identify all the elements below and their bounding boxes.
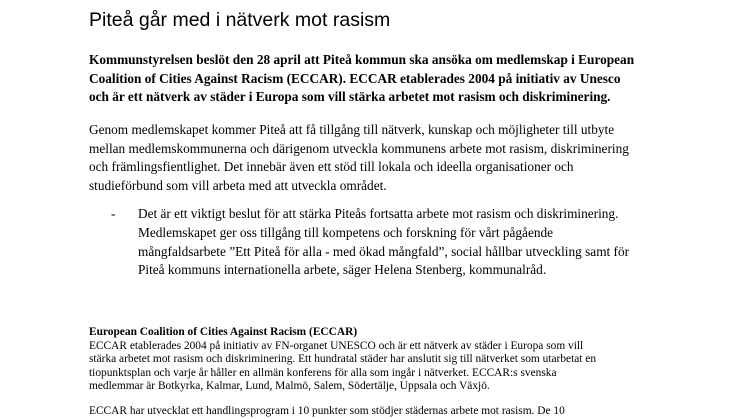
section-line: ECCAR har utvecklat ett handlingsprogram i 10 punkter som stödjer städernas arbete mot rasism. De 10 [89,405,565,417]
list-dash: - [111,206,116,221]
section-paragraph [89,405,669,418]
quote-line: Piteå kommuns internationella arbete, säger Helena Stenberg, kommunalråd. [138,262,547,278]
body-line: och främlingsfientlighet. Det innebär även ett stöd till lokala och ideella organisationer och [89,159,574,175]
quote-line: mångfaldsarbete ”Ett Piteå för alla - med ökad mångfald”, social hållbar utveckling samt för [138,243,630,259]
quote-list-item [111,205,671,280]
section-line: tiopunktsplan och varje år håller en allmän konferens för alla som ingår i nätverket. ECCAR:s svenska [89,366,557,379]
lead-line: och är ett nätverk av städer i Europa som vill stärka arbetet mot rasism och diskriminering. [89,89,611,104]
body-line: mellan medlemskommunerna och därigenom utveckla kommunens arbete mot rasism, diskriminering [89,140,629,156]
body-paragraph [89,121,649,195]
section-line: medlemmar är Botkyrka, Kalmar, Lund, Malmö, Salem, Södertälje, Uppsala och Växjö. [89,379,490,392]
section-paragraph [89,340,669,393]
lead-line: Kommunstyrelsen beslöt den 28 april att Piteå kommun ska ansöka om medlemskap i European [89,52,635,67]
document-title: Piteå går med i nätverk mot rasism [89,9,391,31]
quote-text [138,205,671,280]
lead-paragraph [89,51,669,107]
body-line: studieförbund som vill arbeta med att utveckla området. [89,177,387,193]
body-line: Genom medlemskapet kommer Piteå att få tillgång till nätverk, kunskap och möjligheter till utbyte [89,122,615,137]
quote-line: Medlemskapet ger oss tillgång till kompetens och forskning för vårt pågående [138,224,554,240]
section-heading: European Coalition of Cities Against Racism (ECCAR) [89,326,358,338]
section-line: stärka arbetet mot rasism och diskriminering. Ett hundratal städer har anslutit sig till nätverket som utarbetat en [89,353,597,366]
lead-line: Coalition of Cities Against Racism (ECCAR). ECCAR etablerades 2004 på initiativ av Unesco [89,70,621,86]
quote-line: Det är ett viktigt beslut för att stärka Piteås fortsatta arbete mot rasism och diskriminering. [138,206,619,221]
section-line: ECCAR etablerades 2004 på initiativ av FN-organet UNESCO och är ett nätverk av städer i Europa som vill [89,340,584,352]
